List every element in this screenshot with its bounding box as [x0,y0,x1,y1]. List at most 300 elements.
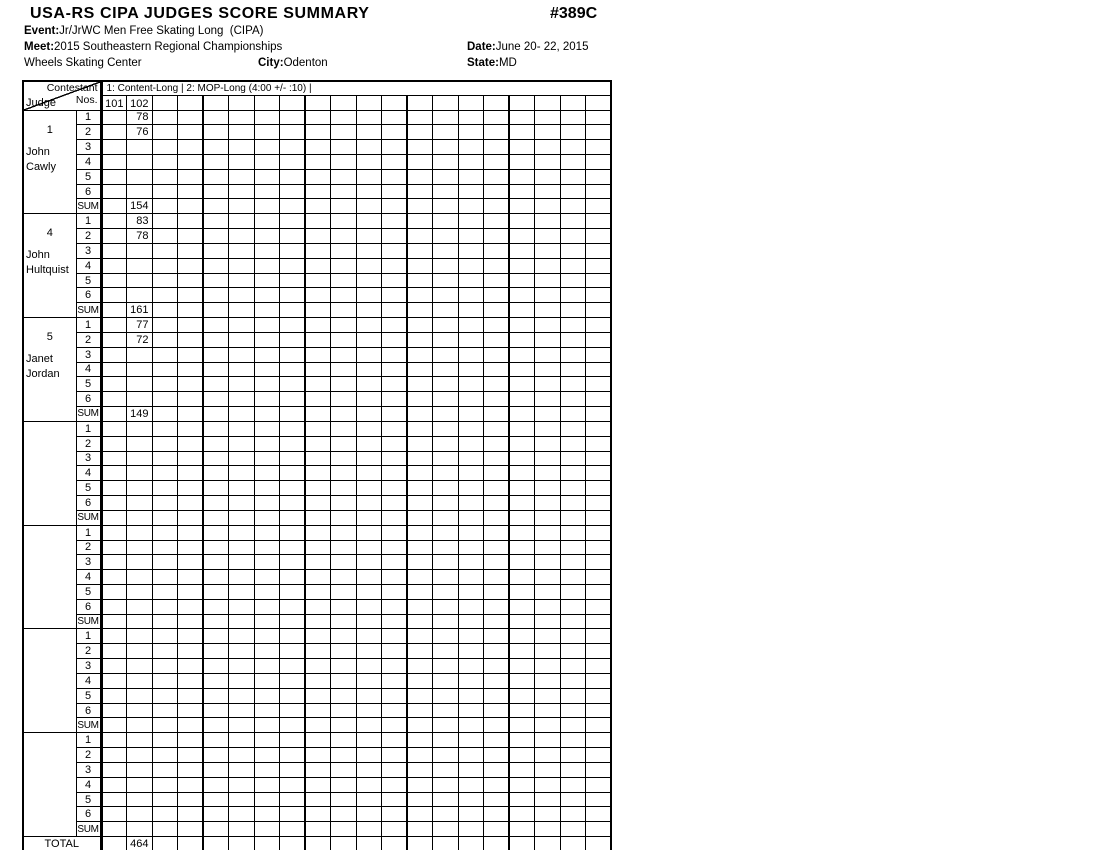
score-cell [458,125,484,140]
score-cell [178,154,204,169]
score-cell [458,555,484,570]
score-cell [305,407,331,422]
score-cell [535,273,561,288]
score-cell [560,673,586,688]
score-cell [586,659,612,674]
judge-name-line: Cawly [26,160,56,173]
score-cell [586,407,612,422]
total-label-cell: TOTAL [23,837,101,850]
score-cell [484,777,510,792]
score-cell [586,125,612,140]
score-cell [178,481,204,496]
score-cell [254,777,280,792]
row-label-cell: 6 [76,496,101,511]
score-cell [535,718,561,733]
score-cell [382,421,408,436]
score-cell [254,199,280,214]
score-cell [178,555,204,570]
score-cell [203,510,229,525]
score-cell [280,718,306,733]
score-cell [127,673,153,688]
score-cell [203,421,229,436]
score-cell [458,510,484,525]
score-cell [331,407,357,422]
score-cell [101,184,127,199]
score-cell [152,688,178,703]
score-cell [101,318,127,333]
score-cell [484,125,510,140]
event-label: Event: [24,25,60,37]
score-cell [509,496,535,511]
score-cell [254,644,280,659]
score-cell [152,629,178,644]
score-cell [407,762,433,777]
score-cell [560,777,586,792]
judge-name-line: John [26,145,50,158]
score-cell [229,510,255,525]
score-cell [382,748,408,763]
score-cell [433,629,459,644]
score-cell [101,481,127,496]
score-cell [433,140,459,155]
score-cell [152,273,178,288]
score-cell [433,659,459,674]
score-cell [203,703,229,718]
score-cell [458,807,484,822]
score-cell [254,585,280,600]
score-cell [178,377,204,392]
score-cell [229,303,255,318]
score-cell [433,822,459,837]
row-label-cell: 5 [76,792,101,807]
score-cell [280,140,306,155]
score-cell [178,585,204,600]
score-cell [254,540,280,555]
score-cell [229,318,255,333]
score-cell [152,184,178,199]
score-cell [178,733,204,748]
score-cell [229,154,255,169]
contestant-no-cell [305,95,331,110]
judge-cell [23,110,76,214]
score-cell [509,273,535,288]
score-cell [407,318,433,333]
score-cell [101,748,127,763]
row-label-cell: SUM [76,407,101,422]
row-label-cell: SUM [76,510,101,525]
row-label-cell: 4 [76,777,101,792]
score-cell [356,807,382,822]
score-cell [229,777,255,792]
score-cell [535,555,561,570]
score-cell [484,377,510,392]
score-cell [509,629,535,644]
score-cell [458,599,484,614]
score-cell [560,644,586,659]
row-label-cell: 2 [76,436,101,451]
score-cell [203,110,229,125]
score-cell [254,673,280,688]
score-cell [458,140,484,155]
score-cell [152,421,178,436]
score-cell [586,585,612,600]
score-cell [407,614,433,629]
score-cell [458,748,484,763]
score-cell [229,421,255,436]
score-cell [229,392,255,407]
state-value: MD [498,57,517,69]
score-cell [382,332,408,347]
score-cell [101,659,127,674]
score-cell [382,614,408,629]
score-cell [305,481,331,496]
score-cell [560,184,586,199]
score-cell [101,496,127,511]
score-cell [458,451,484,466]
row-label-cell: 3 [76,659,101,674]
score-cell [586,629,612,644]
score-cell [458,229,484,244]
score-cell [331,436,357,451]
score-cell [586,169,612,184]
score-cell [101,407,127,422]
score-cell [484,807,510,822]
score-cell [203,599,229,614]
score-cell [509,303,535,318]
score-cell [178,748,204,763]
score-cell [152,540,178,555]
score-cell [280,110,306,125]
score-cell [229,748,255,763]
score-cell [305,822,331,837]
score-cell [280,125,306,140]
score-cell [356,377,382,392]
score-cell [560,466,586,481]
score-cell [152,125,178,140]
score-cell [178,599,204,614]
score-cell [127,510,153,525]
score-cell [305,718,331,733]
score-cell [535,510,561,525]
score-cell [535,644,561,659]
total-score-cell [586,837,612,850]
score-cell [433,570,459,585]
score-cell [458,481,484,496]
score-cell [407,555,433,570]
score-cell: 72 [127,332,153,347]
score-cell [509,481,535,496]
score-cell [127,273,153,288]
score-cell [101,273,127,288]
score-cell [407,644,433,659]
score-cell [280,466,306,481]
score-cell [203,614,229,629]
score-cell [382,362,408,377]
score-cell [203,140,229,155]
score-cell [586,673,612,688]
score-cell [356,125,382,140]
score-cell [280,585,306,600]
score-cell [280,555,306,570]
score-cell [382,688,408,703]
score-cell [407,792,433,807]
score-cell [560,229,586,244]
score-cell [586,822,612,837]
score-cell [152,614,178,629]
score-cell [535,125,561,140]
score-cell [407,703,433,718]
score-cell [560,496,586,511]
score-cell [484,585,510,600]
score-cell [356,303,382,318]
score-cell [560,481,586,496]
score-cell [203,436,229,451]
score-cell [356,451,382,466]
score-cell [331,703,357,718]
city-value: Odenton [283,57,328,69]
score-cell [254,807,280,822]
score-cell [407,659,433,674]
score-cell [127,496,153,511]
score-cell [331,599,357,614]
score-cell [535,110,561,125]
judge-name-line: Hultquist [26,264,69,277]
score-cell [382,125,408,140]
score-cell [254,258,280,273]
score-cell [254,110,280,125]
score-cell [203,792,229,807]
score-cell [127,540,153,555]
score-cell [382,243,408,258]
score-cell [382,525,408,540]
score-cell [305,199,331,214]
score-cell [509,510,535,525]
total-score-cell [280,837,306,850]
score-cell [458,392,484,407]
score-cell [586,318,612,333]
score-cell [407,688,433,703]
score-cell [458,540,484,555]
score-cell [152,140,178,155]
score-cell [407,629,433,644]
contestant-no-cell [433,95,459,110]
judge-number: 4 [46,227,53,240]
score-cell [305,288,331,303]
score-cell [458,629,484,644]
score-cell [382,258,408,273]
score-cell [152,318,178,333]
score-cell [305,644,331,659]
score-cell [229,407,255,422]
score-cell [178,792,204,807]
score-cell [203,777,229,792]
row-label-cell: SUM [76,199,101,214]
score-cell [305,570,331,585]
score-cell [382,451,408,466]
score-cell [305,748,331,763]
score-cell [331,718,357,733]
score-cell [331,762,357,777]
score-cell [382,570,408,585]
judge-name [24,352,76,382]
score-cell [509,585,535,600]
score-cell [407,748,433,763]
score-cell [127,599,153,614]
score-cell [356,585,382,600]
score-cell [305,525,331,540]
score-cell [586,421,612,436]
score-cell [407,777,433,792]
score-cell [484,154,510,169]
score-cell [433,644,459,659]
total-score-cell [433,837,459,850]
score-cell [509,184,535,199]
contestant-no-cell [560,95,586,110]
score-cell [152,332,178,347]
score-cell [229,644,255,659]
score-cell: 154 [127,199,153,214]
corner-header [23,81,101,110]
score-cell [229,614,255,629]
row-label-cell: 2 [76,644,101,659]
score-cell [560,110,586,125]
score-cell [382,703,408,718]
score-cell [280,407,306,422]
score-cell [560,154,586,169]
score-cell [229,451,255,466]
score-cell [586,392,612,407]
score-cell [203,644,229,659]
score-cell [509,392,535,407]
score-cell [509,748,535,763]
score-cell [280,392,306,407]
score-cell [254,792,280,807]
score-cell [407,436,433,451]
score-cell [331,496,357,511]
score-cell [229,599,255,614]
score-cell [178,125,204,140]
score-cell [586,347,612,362]
score-cell [127,688,153,703]
score-cell [458,273,484,288]
score-cell [356,748,382,763]
row-label-cell: 5 [76,273,101,288]
score-cell [382,510,408,525]
score-cell [152,555,178,570]
score-cell [305,703,331,718]
score-cell [229,377,255,392]
score-cell [305,125,331,140]
score-cell [535,466,561,481]
row-label-cell: 5 [76,377,101,392]
score-cell [586,481,612,496]
score-cell [331,466,357,481]
score-cell [152,644,178,659]
venue-line [24,57,142,69]
row-label-cell: 6 [76,392,101,407]
score-cell [356,822,382,837]
score-cell [433,496,459,511]
score-cell [101,421,127,436]
score-cell [305,688,331,703]
score-cell [484,273,510,288]
score-cell [586,496,612,511]
score-cell: 161 [127,303,153,318]
score-cell [433,466,459,481]
score-cell [458,585,484,600]
score-cell [152,673,178,688]
score-cell [101,347,127,362]
score-cell [484,421,510,436]
score-cell [127,777,153,792]
score-cell [152,303,178,318]
score-cell [484,614,510,629]
score-cell [433,318,459,333]
score-cell [509,659,535,674]
score-cell [407,466,433,481]
score-cell [586,792,612,807]
score-cell [535,407,561,422]
score-cell [203,303,229,318]
score-cell [356,703,382,718]
score-cell [407,451,433,466]
score-cell [127,733,153,748]
score-cell [586,332,612,347]
score-cell [560,807,586,822]
score-cell [509,614,535,629]
score-cell [254,392,280,407]
row-label-cell: 1 [76,214,101,229]
score-cell [560,555,586,570]
score-cell [407,525,433,540]
score-cell [509,214,535,229]
score-cell [127,525,153,540]
score-cell [356,214,382,229]
score-cell [178,570,204,585]
score-cell [382,466,408,481]
score-cell [101,673,127,688]
score-cell [254,733,280,748]
row-label-cell: 4 [76,362,101,377]
judge-name-line: John [26,249,50,262]
score-cell [280,599,306,614]
row-label-cell: 2 [76,748,101,763]
row-label-cell: 3 [76,140,101,155]
score-cell [152,762,178,777]
score-cell [535,392,561,407]
score-cell [152,258,178,273]
score-cell [433,585,459,600]
score-cell [509,407,535,422]
score-cell [509,822,535,837]
score-cell [101,570,127,585]
score-cell [433,510,459,525]
score-cell [254,614,280,629]
score-cell [484,466,510,481]
score-cell [433,762,459,777]
score-cell [305,436,331,451]
venue-value: Wheels Skating Center [24,57,142,69]
score-cell [331,792,357,807]
score-cell [509,718,535,733]
score-cell [560,169,586,184]
score-cell [331,110,357,125]
score-cell [203,748,229,763]
score-cell [203,214,229,229]
score-cell [229,229,255,244]
score-cell [560,436,586,451]
score-cell [305,733,331,748]
